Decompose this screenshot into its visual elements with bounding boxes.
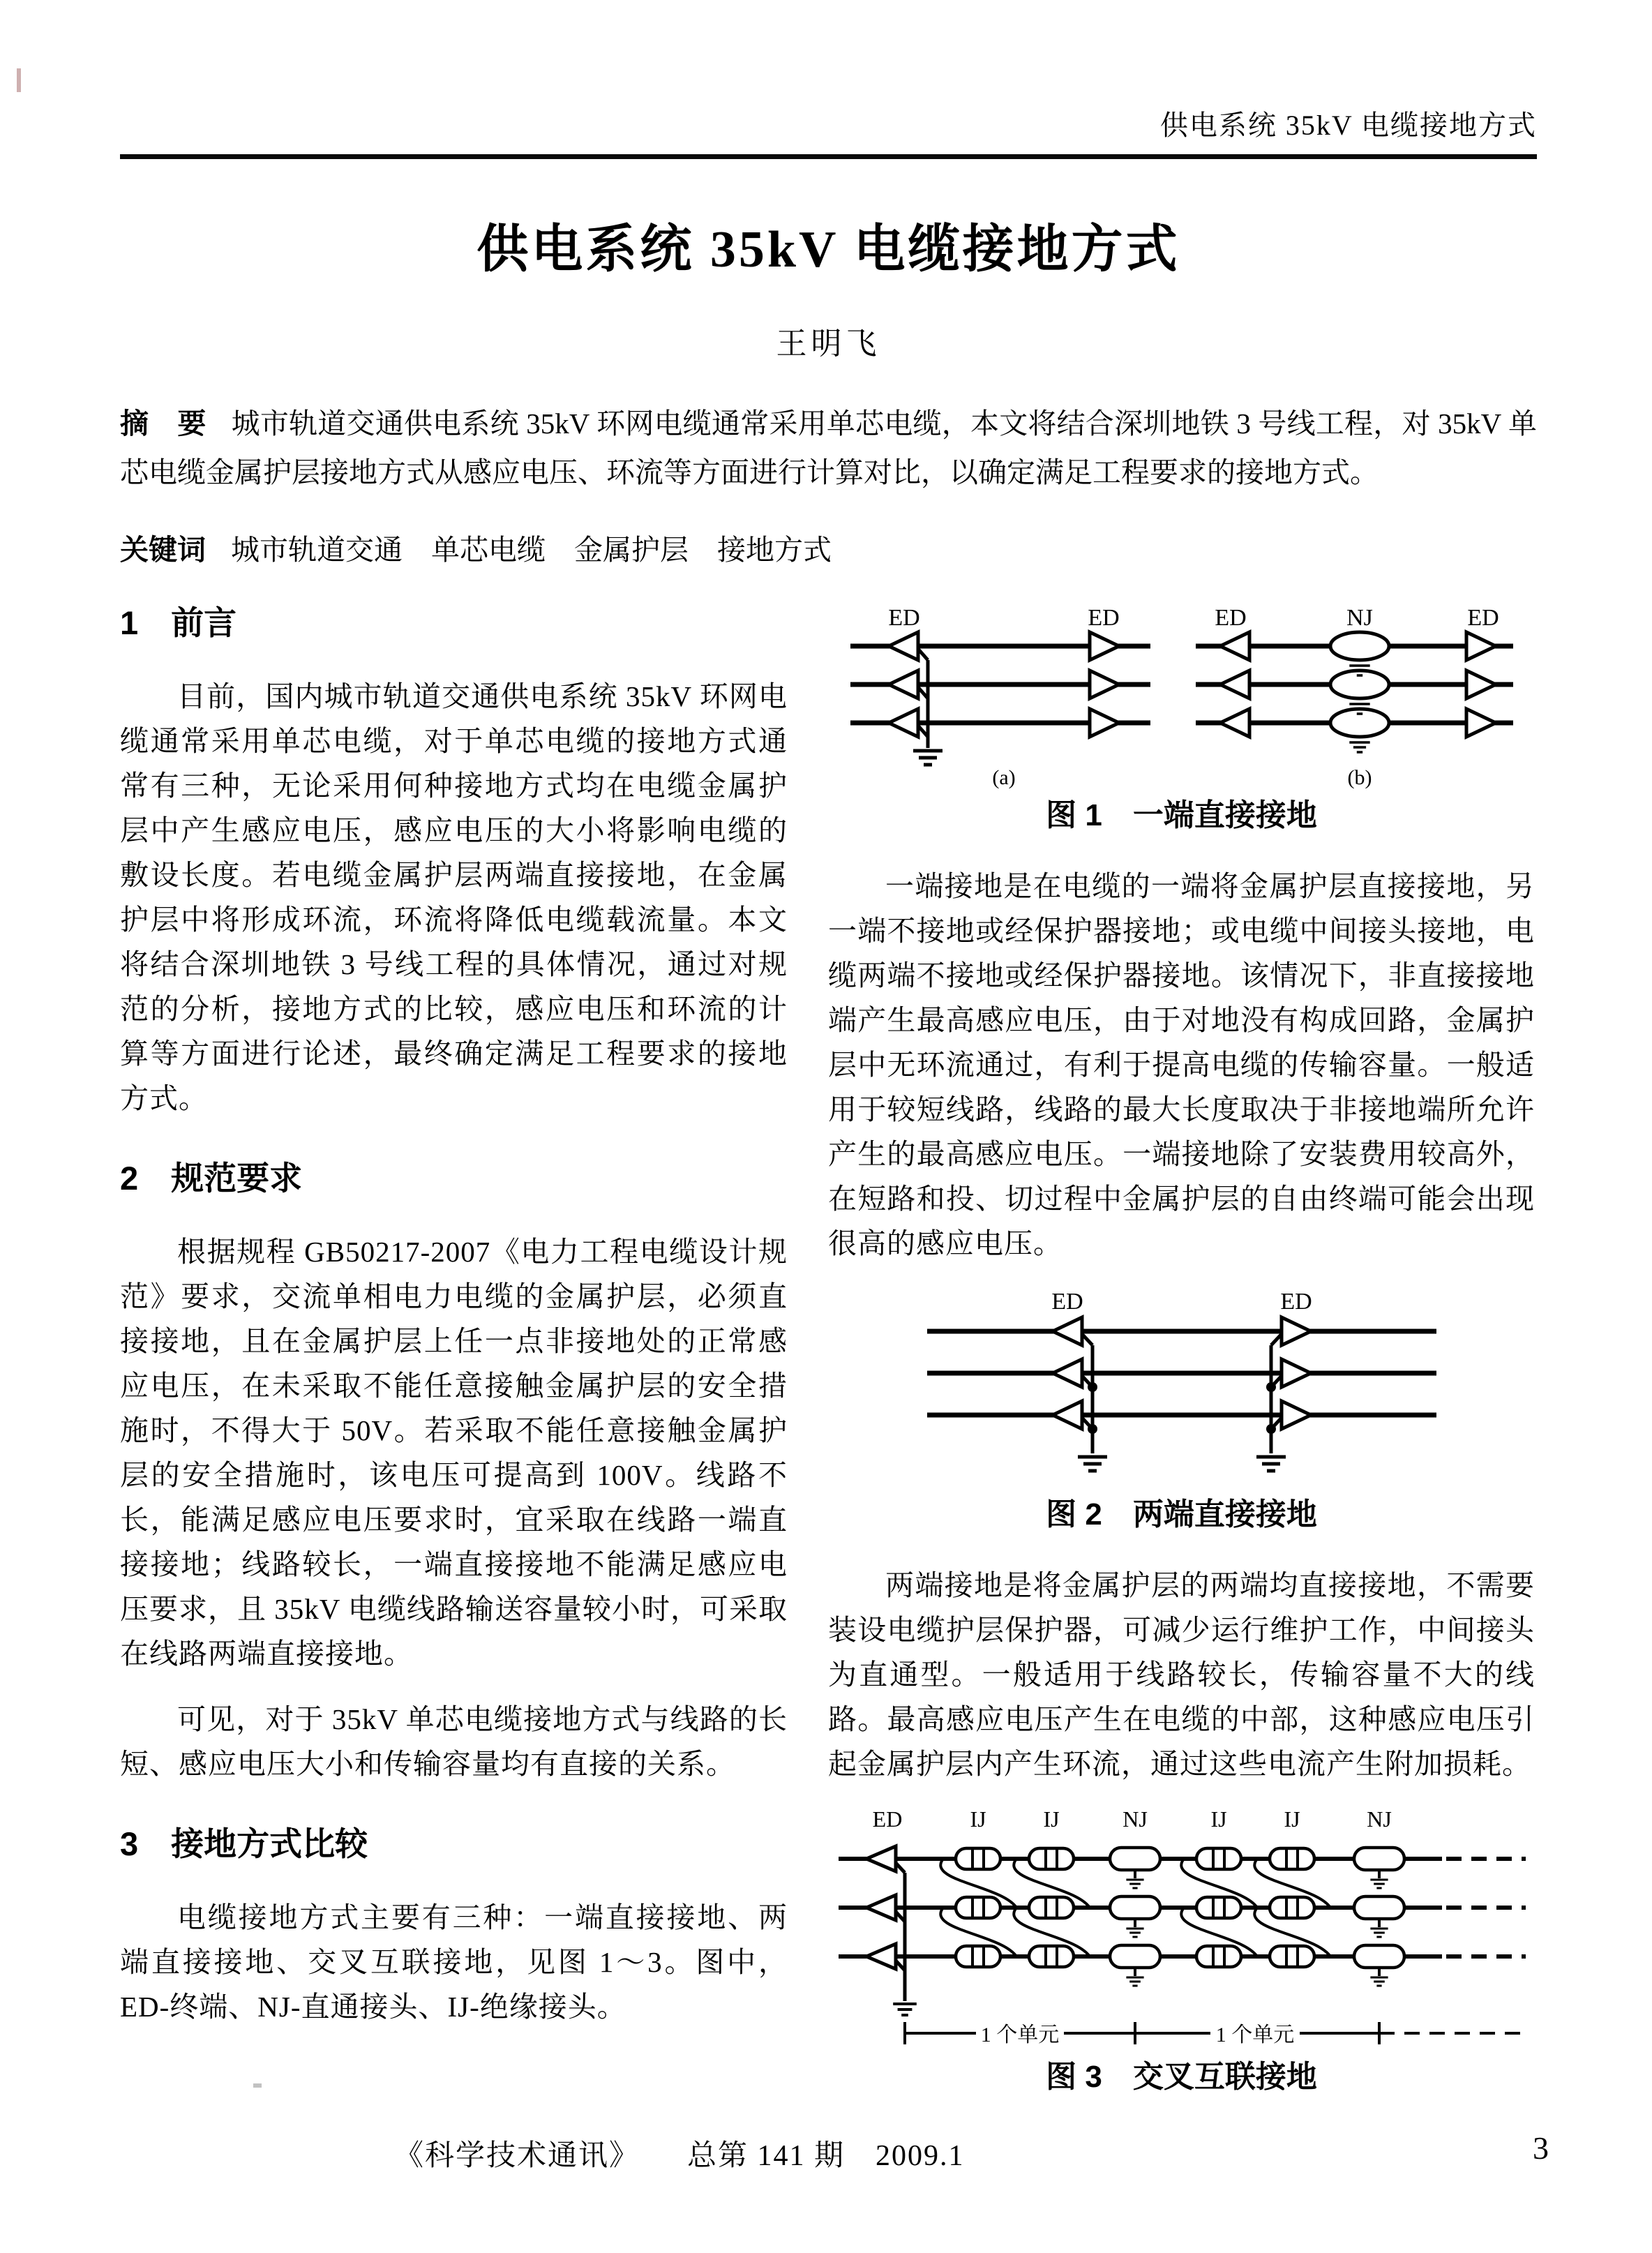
keywords-text: 城市轨道交通 单芯电缆 金属护层 接地方式 xyxy=(231,534,832,566)
ground-icon xyxy=(1126,1977,1143,1986)
ground-icon xyxy=(1126,1880,1143,1888)
ground-icon xyxy=(1078,1457,1107,1471)
ground-icon xyxy=(913,751,943,765)
section-2-paragraph-1: 根据规程 GB50217-2007《电力工程电缆设计规范》要求，交流单相电力电缆的金属护层，必须直接接地，且在金属护层上任一点非接地处的正常感应电压，在未采取不能任意接触金属护层的安全措施时，不得大于 50V。若采取不能任意接触金属护层的安全措施时，该电压可提高到 100V。线路不长，能满足感应电压要求时，宜采取在线路一端直接接地；线路较长，一端直接接地不能满足感应电压要求，且 35kV 电缆线路输送容量较小时，可采取在线路两端直接接地。 xyxy=(120,1236,788,1670)
figure-3-ground-bus xyxy=(896,1863,905,2001)
abstract xyxy=(120,399,1537,497)
scan-artifact xyxy=(17,68,21,92)
ed-label: ED xyxy=(887,605,920,631)
figure-2-ground-bus xyxy=(1082,1334,1282,1453)
author-name: 王明飞 xyxy=(776,327,881,361)
section-3-heading: 3 接地方式比较 xyxy=(120,1825,368,1862)
section-1-paragraph: 目前，国内城市轨道交通供电系统 35kV 环网电缆通常采用单芯电缆，对于单芯电缆的接地方式通常有三种，无论采用何种接地方式均在电缆金属护层中产生感应电压，感应电压的大小将影响电缆的敷设长度。若电缆金属护层两端直接接地，在金属护层中将形成环流，环流将降低电缆载流量。本文将结合深圳地铁 3 号线工程的具体情况，通过对规范的分析，接地方式的比较，感应电压和环流的计算等方面进行论述，最终确定满足工程要求的接地方式。 xyxy=(120,680,788,1114)
ij-label: IJ xyxy=(1284,1806,1300,1832)
bus-junction-dots xyxy=(1088,1382,1276,1434)
ed-label: ED xyxy=(872,1806,903,1832)
ground-icon xyxy=(893,2004,917,2015)
section-1-heading: 1 前言 xyxy=(120,604,237,641)
ground-icon xyxy=(1370,1880,1388,1888)
issue-info: 总第 141 期 2009.1 xyxy=(687,2140,965,2172)
scan-artifact xyxy=(253,2083,262,2088)
nj-label: NJ xyxy=(1122,1806,1148,1832)
ed-label: ED xyxy=(1087,605,1120,631)
ed-terminal-icon xyxy=(866,1846,896,1969)
ij-label: IJ xyxy=(970,1806,986,1832)
ground-icon xyxy=(1126,1929,1143,1937)
figure-2-cables xyxy=(927,1331,1436,1415)
subfigure-b-label: (b) xyxy=(1347,766,1372,789)
ij-label: IJ xyxy=(1210,1806,1227,1832)
unit-label: 1 个单元 xyxy=(1215,2023,1295,2046)
ground-icon xyxy=(1370,1929,1388,1937)
page-number: 3 xyxy=(1533,2130,1549,2166)
running-header: 供电系统 35kV 电缆接地方式 xyxy=(1159,110,1537,141)
header-rule xyxy=(120,154,1537,159)
keywords-label: 关键词 xyxy=(120,534,206,566)
nj-joint-icon xyxy=(1330,632,1389,737)
ground-icon xyxy=(1349,742,1369,752)
nj-label: NJ xyxy=(1367,1806,1392,1832)
section-3-paragraph: 电缆接地方式主要有三种：一端直接接地、两端直接接地、交叉互联接地，见图 1～3。图中，ED-终端、NJ-直通接头、IJ-绝缘接头。 xyxy=(120,1901,788,2023)
figure-1-caption: 图 1 一端直接接地 xyxy=(1046,798,1317,832)
ground-icon xyxy=(1370,1977,1388,1986)
ed-label: ED xyxy=(1466,605,1499,631)
nj-ground-stubs xyxy=(1135,1870,1379,1976)
article-title: 供电系统 35kV 电缆接地方式 xyxy=(476,221,1180,278)
nj-label: NJ xyxy=(1346,605,1373,631)
figure-1-diagram xyxy=(840,604,1524,793)
figure-2 xyxy=(828,1282,1535,1532)
ground-icon xyxy=(1256,1457,1286,1471)
left-column xyxy=(120,603,788,2095)
page-footer xyxy=(0,2132,1652,2181)
figure-3-diagram xyxy=(828,1803,1535,2054)
section-2-paragraph-2: 可见，对于 35kV 单芯电缆接地方式与线路的长短、感应电压大小和传输容量均有直接的关系。 xyxy=(120,1703,788,1780)
section-2-heading: 2 规范要求 xyxy=(120,1160,303,1197)
abstract-label: 摘 要 xyxy=(120,407,206,440)
keywords xyxy=(120,525,1537,574)
figure-3 xyxy=(828,1803,1535,2095)
figure-1 xyxy=(828,604,1535,833)
one-end-grounding-paragraph: 一端接地是在电缆的一端将金属护层直接接地，另一端不接地或经保护器接地；或电缆中间接头接地，电缆两端不接地或经保护器接地。该情况下，非直接接地端产生最高感应电压，由于对地没有构成回路，金属护层中无环流通过，有利于提高电缆的传输容量。一般适用于较短线路，线路的最大长度取决于非接地端所允许产生的最高感应电压。一端接地除了安装费用较高外，在短路和投、切过程中金属护层的自由终端可能会出现很高的感应电压。 xyxy=(828,870,1535,1259)
ed-label: ED xyxy=(1279,1289,1312,1315)
figure-2-caption: 图 2 两端直接接地 xyxy=(1046,1497,1317,1532)
both-ends-grounding-paragraph: 两端接地是将金属护层的两端均直接接地，不需要装设电缆护层保护器，可减少运行维护工作，中间接头为直通型。一般适用于线路较长，传输容量不大的线路。最高感应电压产生在电缆的中部，这种感应电压引起金属护层内产生环流，通过这些电流产生附加损耗。 xyxy=(828,1569,1535,1780)
right-column xyxy=(828,603,1535,2095)
figure-3-caption: 图 3 交叉互联接地 xyxy=(1046,2060,1317,2094)
ed-label: ED xyxy=(1214,605,1247,631)
abstract-text: 城市轨道交通供电系统 35kV 环网电缆通常采用单芯电缆，本文将结合深圳地铁 3 号线工程，对 35kV 单芯电缆金属护层接地方式从感应电压、环流等方面进行计算对比，以确定满足工程要求的接地方式。 xyxy=(120,407,1537,488)
journal-name: 《科学技术通讯》 xyxy=(394,2140,640,2172)
figure-2-diagram xyxy=(917,1282,1447,1492)
unit-label: 1 个单元 xyxy=(980,2023,1060,2046)
ij-label: IJ xyxy=(1043,1806,1060,1832)
ed-label: ED xyxy=(1051,1289,1083,1315)
two-column-body xyxy=(120,603,1537,2095)
subfigure-a-label: (a) xyxy=(991,766,1016,789)
